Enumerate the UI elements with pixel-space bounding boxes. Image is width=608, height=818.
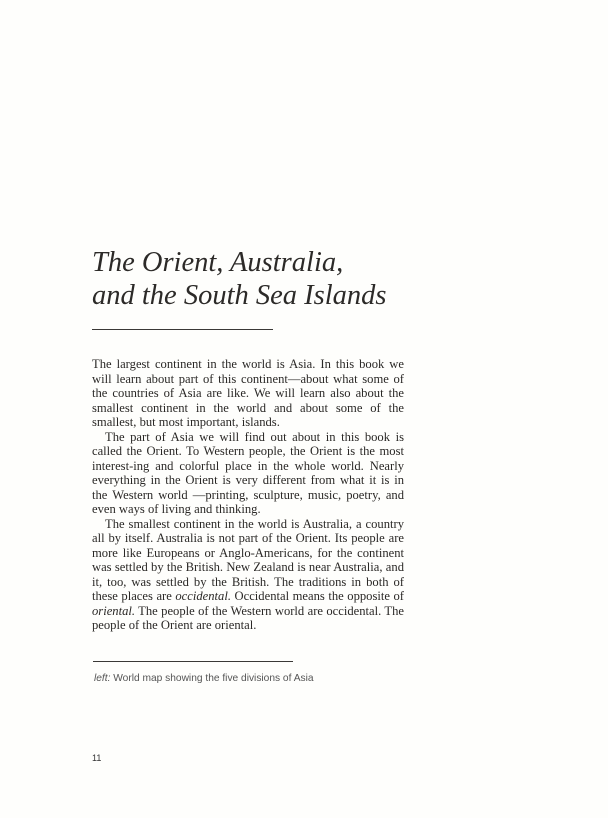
paragraph-3-text-b: Occidental means the opposite of xyxy=(230,589,404,603)
body-text xyxy=(92,357,404,633)
paragraph-1: The largest continent in the world is Asia. In this book we will learn about part of this continent—about what some of the countries of Asia are like. We will learn also about the smallest continent in the world and about some of the smallest, but most important, islands. xyxy=(92,357,404,429)
emphasis-occidental: occidental. xyxy=(175,589,231,603)
chapter-title xyxy=(92,246,386,312)
caption-label: left: xyxy=(94,673,111,684)
paragraph-3 xyxy=(92,517,404,633)
page-number: 11 xyxy=(92,753,102,763)
title-divider xyxy=(92,329,273,330)
paragraph-2: The part of Asia we will find out about in this book is called the Orient. To Western people, the Orient is the most interest-ing and colorful place in the whole world. Nearly everything in the Orient is very different from what it is in the Western world —printing, sculpture, music, poetry, and even ways of living and thinking. xyxy=(92,429,404,516)
caption-text: World map showing the five divisions of Asia xyxy=(110,673,314,684)
paragraph-3-text-c: The people of the Western world are occidental. The people of the Orient are oriental. xyxy=(92,603,404,632)
emphasis-oriental: oriental. xyxy=(92,603,136,618)
chapter-title-line-2: and the South Sea Islands xyxy=(92,280,387,311)
chapter-title-line-1: The Orient, Australia, xyxy=(92,247,344,278)
caption-divider xyxy=(93,661,293,662)
figure-caption xyxy=(94,673,314,684)
paragraph-3-text-a: The smallest continent in the world is Australia, a country all by itself. Australia is not part of the Orient. Its people are more like Europeans or Anglo-Americans, for the continent was settled by the British. New Zealand is near Australia, and it, too, was settled by the British. The traditions in both of these places are xyxy=(92,516,404,603)
